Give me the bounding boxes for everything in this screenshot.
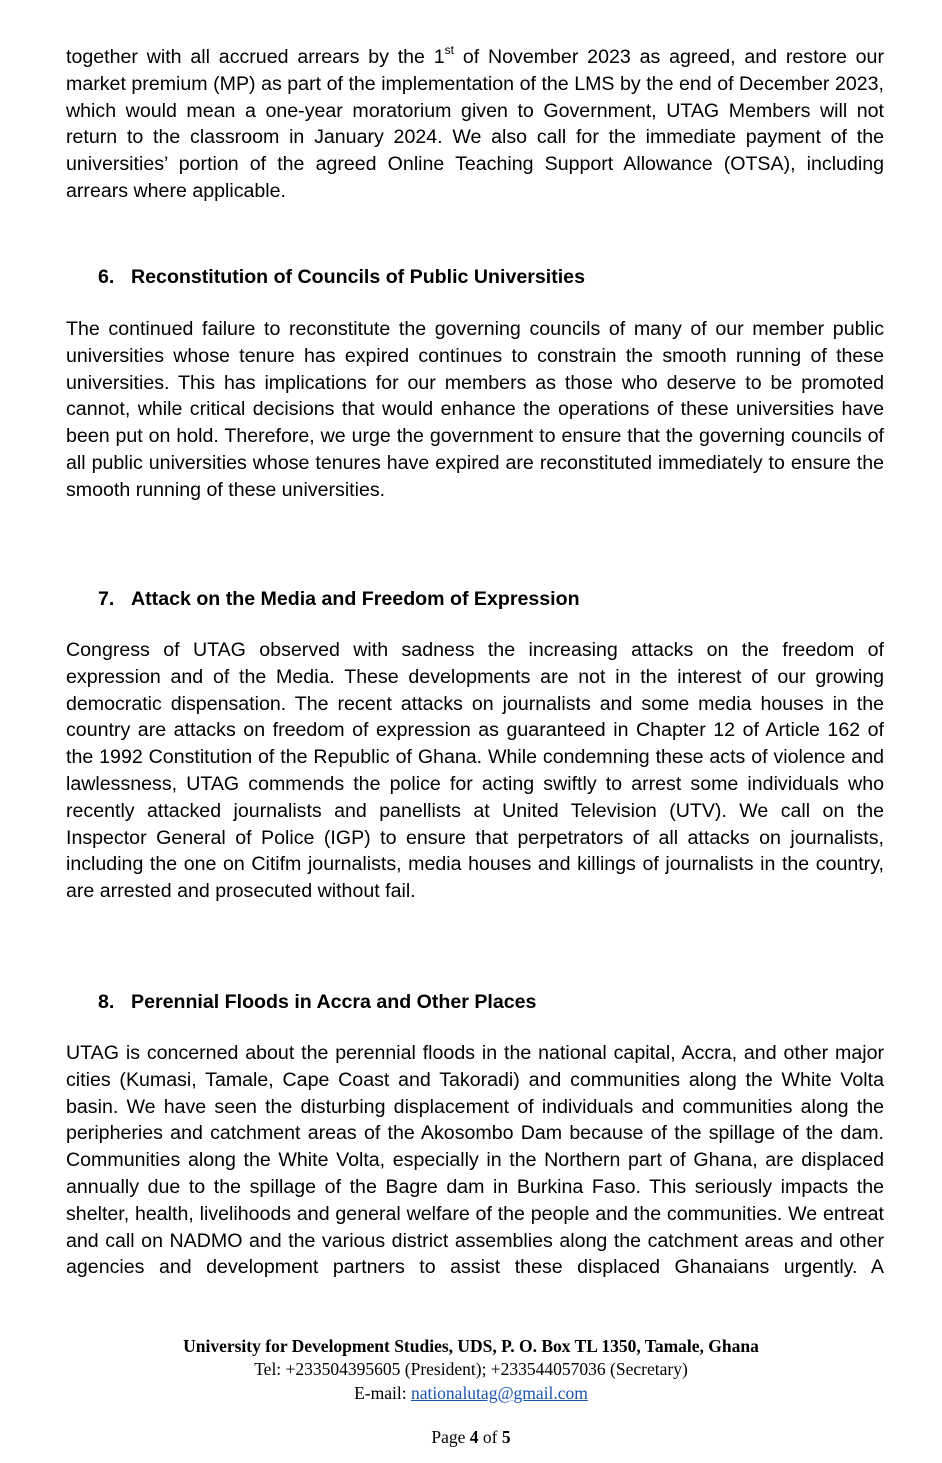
- section-8-heading: [98, 989, 536, 1015]
- footer-address: University for Development Studies, UDS, P. O. Box TL 1350, Tamale, Ghana: [183, 1336, 759, 1356]
- section-6-heading: [98, 264, 585, 290]
- page-label: Page: [431, 1427, 470, 1447]
- intro-text-start: together with all accrued arrears by the 1: [66, 46, 445, 68]
- footer-email-link[interactable]: nationalutag@gmail.com: [410, 1383, 588, 1403]
- footer-email-line: [0, 1382, 942, 1405]
- section-6-body: The continued failure to reconstitute the governing councils of many of our member public universities whose tenure has expired continues to constrain the smooth running of these universities. This has implications for our members as those who deserve to be promoted cannot, while critical decisions that would enhance the operations of these universities have been put on hold. Therefore, we urge the government to ensure that the governing councils of all public universities whose tenures have expired are reconstituted immediately to ensure the smooth running of these universities.: [66, 318, 884, 501]
- page-total: 5: [501, 1427, 511, 1447]
- footer-telephone: Tel: +233504395605 (President); +233544057036 (Secretary): [254, 1359, 688, 1379]
- section-7-heading: [98, 586, 580, 612]
- section-8-title: Perennial Floods in Accra and Other Places: [131, 991, 537, 1013]
- section-7-title: Attack on the Media and Freedom of Expression: [131, 588, 580, 610]
- section-7-number: 7.: [98, 588, 115, 610]
- ordinal-suffix: st: [444, 43, 454, 58]
- section-8-number: 8.: [98, 991, 115, 1013]
- intro-text-rest: of November 2023 as agreed, and restore our market premium (MP) as part of the implementation of the LMS by the end of December 2023, which would mean a one-year moratorium given to Government, UTAG Members will not return to the classroom in January 2024. We also call for the immediate payment of the universities’ portion of the agreed Online Teaching Support Allowance (OTSA), including arrears where applicable.: [66, 46, 884, 202]
- section-8-body: UTAG is concerned about the perennial floods in the national capital, Accra, and other major cities (Kumasi, Tamale, Cape Coast and Takoradi) and communities along the White Volta basin. We have seen the disturbing displacement of individuals and communities along the peripheries and catchment areas of the Akosombo Dam because of the spillage of the dam. Communities along the White Volta, especially in the Northern part of Ghana, are displaced annually due to the spillage of the Bagre dam in Burkina Faso. This seriously impacts the shelter, health, livelihoods and general welfare of the people and the communities. We entreat and call on NADMO and the various district assemblies along the catchment areas and other agencies and development partners to assist these displaced Ghanaians urgently. A: [66, 1042, 884, 1279]
- page-number: [0, 1426, 942, 1449]
- section-7-body: Congress of UTAG observed with sadness the increasing attacks on the freedom of expression and of the Media. These developments are not in the interest of our growing democratic dispensation. The recent attacks on journalists and some media houses in the country are attacks on freedom of expression as guaranteed in Chapter 12 of Article 162 of the 1992 Constitution of the Republic of Ghana. While condemning these acts of violence and lawlessness, UTAG commends the police for acting swiftly to arrest some individuals who recently attacked journalists and panellists at United Television (UTV). We call on the Inspector General of Police (IGP) to ensure that perpetrators of all attacks on journalists, including the one on Citifm journalists, media houses and killings of journalists in the country, are arrested and prosecuted without fail.: [66, 639, 884, 903]
- page-of-label: of: [478, 1427, 502, 1447]
- footer-email-label: E-mail:: [354, 1383, 411, 1403]
- page-current: 4: [469, 1427, 479, 1447]
- intro-paragraph: [66, 44, 884, 205]
- section-6-title: Reconstitution of Councils of Public Universities: [131, 266, 585, 288]
- section-6-number: 6.: [98, 266, 115, 288]
